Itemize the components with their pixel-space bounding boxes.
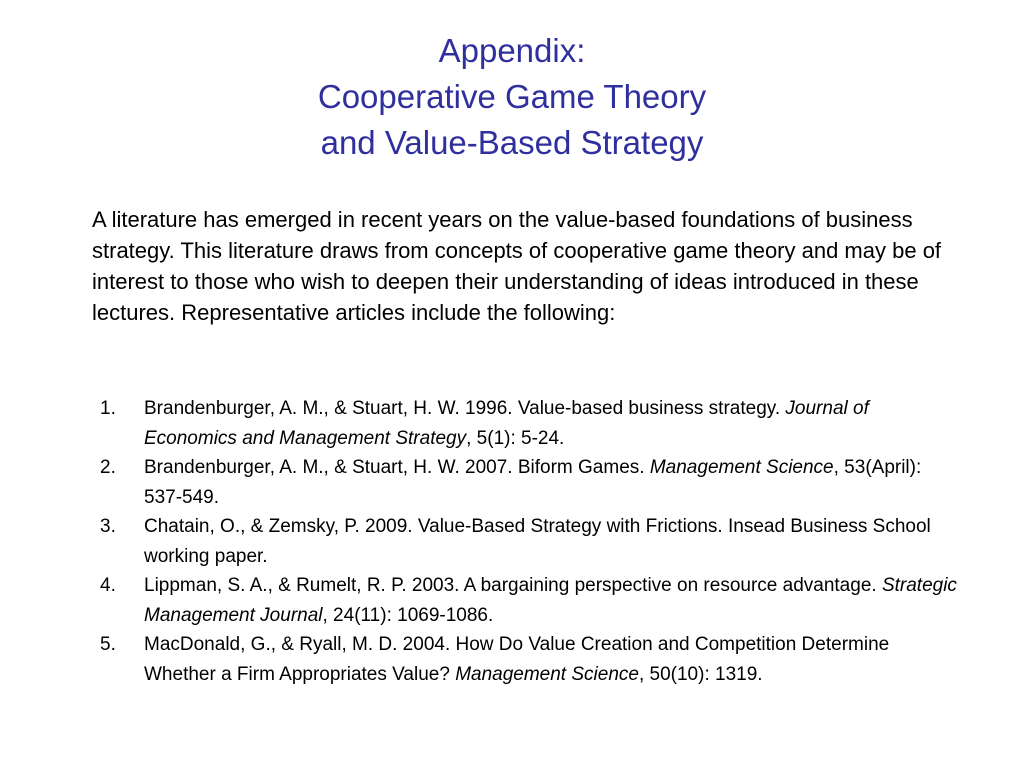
reference-details: , 5(1): 5-24. [466, 427, 565, 449]
reference-source: Management Science [649, 457, 834, 478]
reference-source: Strategic Management Journal [144, 575, 957, 626]
reference-item [100, 512, 960, 571]
reference-item [100, 630, 960, 689]
reference-authors-title: Brandenburger, A. M., & Stuart, H. W. 1996. Value-based business strategy. [144, 398, 786, 419]
reference-authors-title: Chatain, O., & Zemsky, P. 2009. Value-Based Strategy with Frictions. Insead Business School working paper. [144, 516, 931, 567]
reference-authors-title: Lippman, S. A., & Rumelt, R. P. 2003. A bargaining perspective on resource advantage. [144, 575, 882, 596]
reference-number: 1. [100, 398, 116, 419]
reference-number: 4. [100, 575, 116, 596]
reference-number: 2. [100, 457, 116, 478]
reference-item [100, 394, 960, 453]
reference-text [144, 453, 960, 512]
intro-paragraph: A literature has emerged in recent years on the value-based foundations of business strategy. This literature draws from concepts of cooperative game theory and may be of interest to those who wish to deepen their understanding of ideas introduced in these lectures. Representative articles include the following: [92, 207, 942, 325]
title-line-3: and Value-Based Strategy [320, 124, 704, 161]
reference-authors-title: Brandenburger, A. M., & Stuart, H. W. 2007. Biform Games. [144, 457, 650, 478]
title-line-2: Cooperative Game Theory [317, 78, 707, 115]
reference-details: , 24(11): 1069-1086. [322, 604, 494, 626]
reference-text [144, 630, 960, 689]
title-line-1: Appendix: [438, 32, 586, 69]
reference-source: Journal of Economics and Management Strategy [144, 398, 869, 449]
reference-text [144, 571, 960, 630]
reference-source: Management Science [455, 663, 639, 685]
reference-authors-title: MacDonald, G., & Ryall, M. D. 2004. How Do Value Creation and Competition Determine Whether a Firm Appropriates Value? [144, 634, 890, 685]
reference-text [144, 512, 960, 571]
reference-text [144, 394, 960, 453]
reference-item [100, 453, 960, 512]
reference-list [100, 394, 960, 689]
reference-details: , 53(April): 537-549. [144, 457, 922, 508]
reference-item [100, 571, 960, 630]
slide-title [0, 28, 1024, 166]
reference-details: , 50(10): 1319. [638, 663, 763, 685]
reference-number: 3. [100, 516, 116, 537]
reference-number: 5. [100, 634, 116, 655]
